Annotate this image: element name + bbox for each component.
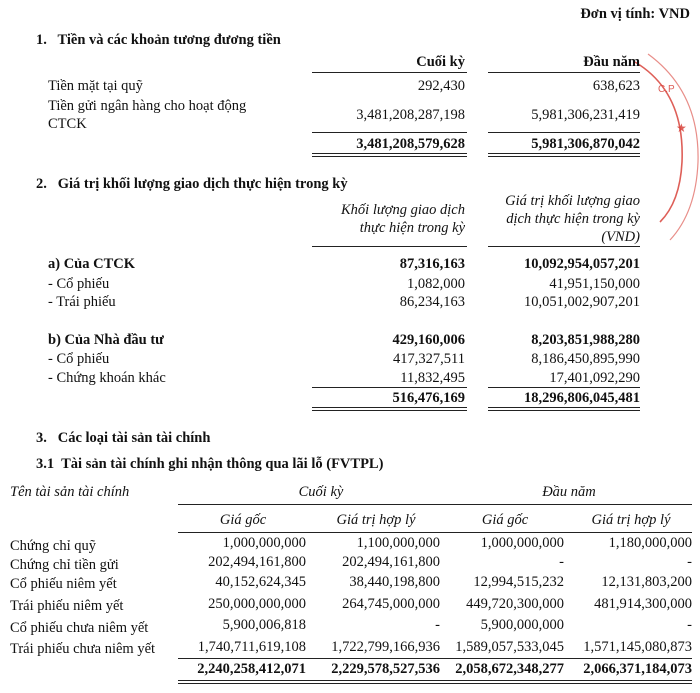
- s1-col-end: Cuối kỳ: [416, 54, 465, 70]
- s3-col-end: Cuối kỳ: [298, 484, 344, 500]
- unit-label: Đơn vị tính: VND: [580, 6, 690, 22]
- s3-row-fair-begin: 1,180,000,000: [608, 535, 692, 551]
- s3-col-fair: Giá trị hợp lý: [336, 512, 416, 528]
- s3-row-fair-end: -: [435, 617, 440, 633]
- s2-item-label: - Trái phiếu: [48, 294, 116, 310]
- s2-col-value-unit: (VND): [601, 229, 640, 245]
- s2-group-title: b) Của Nhà đầu tư: [48, 332, 164, 348]
- s2-item-value: 8,186,450,895,990: [531, 351, 640, 367]
- svg-text:★: ★: [676, 121, 687, 135]
- s3-row-fair-begin: 12,131,803,200: [601, 574, 692, 590]
- s3-row-cost-begin: 449,720,300,000: [466, 596, 564, 612]
- s3-row-fair-begin: -: [687, 554, 692, 570]
- s1-row-end: 292,430: [417, 78, 465, 94]
- s2-group-volume: 87,316,163: [399, 256, 465, 272]
- s3-row-cost-end: 1,000,000,000: [222, 535, 306, 551]
- section-3-1-title: 3.1 Tài sản tài chính ghi nhận thông qua lãi lỗ (FVTPL): [36, 456, 384, 472]
- s3-row-cost-begin: 5,900,000,000: [480, 617, 564, 633]
- section-1-title: 1. Tiền và các khoản tương đương tiền: [36, 32, 281, 48]
- s3-row-cost-end: 5,900,006,818: [222, 617, 306, 633]
- s3-row-cost-begin: -: [559, 554, 564, 570]
- s3-col-name: Tên tài sản tài chính: [10, 484, 130, 500]
- s1-row-label-cont: CTCK: [48, 116, 87, 132]
- s2-item-volume: 11,832,495: [400, 370, 465, 386]
- s3-total-fair-begin: 2,066,371,184,073: [583, 661, 692, 677]
- s2-item-label: - Cổ phiếu: [48, 351, 110, 367]
- s2-total-value: 18,296,806,045,481: [524, 390, 640, 406]
- s1-col-begin: Đầu năm: [583, 54, 640, 70]
- s3-row-cost-begin: 12,994,515,232: [473, 574, 564, 590]
- s1-row-begin: 5,981,306,231,419: [531, 107, 640, 123]
- s2-item-volume: 1,082,000: [407, 276, 465, 292]
- company-seal-stamp: [630, 52, 700, 242]
- s2-item-value: 41,951,150,000: [549, 276, 640, 292]
- s1-row-label: Tiền mặt tại quỹ: [48, 78, 143, 94]
- s3-row-fair-begin: 1,571,145,080,873: [583, 639, 692, 655]
- s3-row-fair-end: 1,722,799,166,936: [331, 639, 440, 655]
- s2-group-title: a) Của CTCK: [48, 256, 136, 272]
- s3-row-cost-end: 40,152,624,345: [215, 574, 306, 590]
- s1-row-end: 3,481,208,287,198: [356, 107, 465, 123]
- s2-col-value-cont: dịch thực hiện trong kỳ: [506, 211, 640, 227]
- s2-item-volume: 86,234,163: [399, 294, 465, 310]
- s2-item-volume: 417,327,511: [393, 351, 465, 367]
- s3-row-cost-begin: 1,589,057,533,045: [455, 639, 564, 655]
- s3-row-label: Trái phiếu chưa niêm yết: [10, 641, 156, 657]
- stamp-text: C.P: [658, 84, 675, 95]
- s3-row-label: Chứng chỉ quỹ: [10, 538, 96, 554]
- s1-row-begin: 638,623: [592, 78, 640, 94]
- s1-total-end: 3,481,208,579,628: [356, 136, 465, 152]
- s3-row-label: Cổ phiếu niêm yết: [10, 576, 117, 592]
- s3-row-fair-end: 38,440,198,800: [349, 574, 440, 590]
- s3-total-cost-end: 2,240,258,412,071: [197, 661, 306, 677]
- s3-row-fair-end: 202,494,161,800: [342, 554, 440, 570]
- s1-row-label: Tiền gửi ngân hàng cho hoạt động: [48, 98, 247, 114]
- s2-item-value: 10,051,002,907,201: [524, 294, 640, 310]
- s2-total-volume: 516,476,169: [392, 390, 465, 406]
- s3-row-fair-end: 1,100,000,000: [356, 535, 440, 551]
- s3-col-begin: Đầu năm: [542, 484, 596, 500]
- s2-group-value: 8,203,851,988,280: [531, 332, 640, 348]
- s2-group-volume: 429,160,006: [392, 332, 465, 348]
- s3-row-cost-end: 1,740,711,619,108: [197, 639, 306, 655]
- s3-row-fair-begin: 481,914,300,000: [594, 596, 692, 612]
- s2-col-volume: Khối lượng giao dịch: [341, 202, 465, 218]
- s2-item-value: 17,401,092,290: [549, 370, 640, 386]
- s3-col-fair: Giá trị hợp lý: [591, 512, 671, 528]
- s3-row-label: Cổ phiếu chưa niêm yết: [10, 620, 149, 636]
- section-3-title: 3. Các loại tài sản tài chính: [36, 430, 211, 446]
- s3-total-cost-begin: 2,058,672,348,277: [455, 661, 564, 677]
- s2-group-value: 10,092,954,057,201: [524, 256, 640, 272]
- s1-total-begin: 5,981,306,870,042: [531, 136, 640, 152]
- s3-row-label: Trái phiếu niêm yết: [10, 598, 124, 614]
- s3-row-cost-end: 202,494,161,800: [208, 554, 306, 570]
- s2-col-volume-cont: thực hiện trong kỳ: [359, 220, 465, 236]
- s3-col-cost: Giá gốc: [219, 512, 267, 528]
- s3-row-label: Chứng chỉ tiền gửi: [10, 557, 119, 573]
- s3-row-cost-begin: 1,000,000,000: [480, 535, 564, 551]
- s3-row-fair-end: 264,745,000,000: [342, 596, 440, 612]
- section-2-title: 2. Giá trị khối lượng giao dịch thực hiện trong kỳ: [36, 176, 348, 192]
- s2-item-label: - Chứng khoán khác: [48, 370, 166, 386]
- s2-col-value: Giá trị khối lượng giao: [505, 193, 640, 209]
- s2-item-label: - Cổ phiếu: [48, 276, 110, 292]
- s3-total-fair-end: 2,229,578,527,536: [331, 661, 440, 677]
- s3-row-fair-begin: -: [687, 617, 692, 633]
- s3-col-cost: Giá gốc: [481, 512, 529, 528]
- s3-row-cost-end: 250,000,000,000: [208, 596, 306, 612]
